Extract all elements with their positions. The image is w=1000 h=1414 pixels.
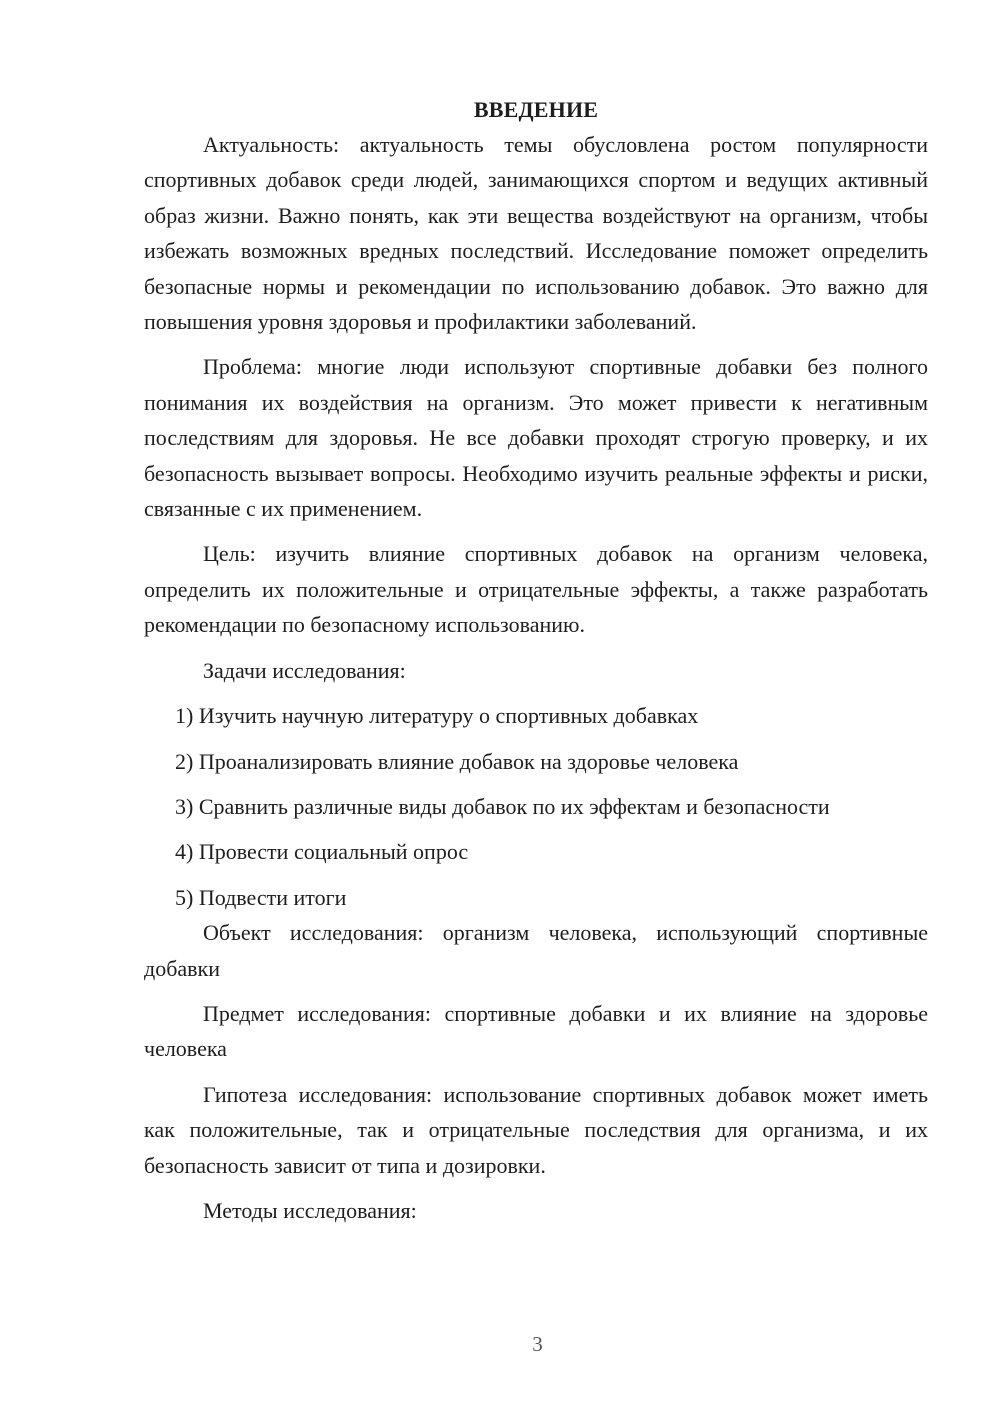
tasks-heading: Задачи исследования: <box>203 657 406 683</box>
methods-heading: Методы исследования: <box>203 1197 417 1223</box>
paragraph-object: Объект исследования: организм человека, использующий спортивные добавки <box>144 920 928 981</box>
tasks-list <box>144 698 928 915</box>
list-item: 3) Сравнить различные виды добавок по их эффектам и безопасности <box>175 793 830 819</box>
paragraph-subject: Предмет исследования: спортивные добавки и их влияние на здоровье человека <box>144 1000 928 1062</box>
list-item: 2) Проанализировать влияние добавок на здоровье человека <box>175 748 739 774</box>
list-item: 5) Подвести итоги <box>175 884 347 910</box>
page-number: 3 <box>532 1332 543 1356</box>
paragraph-hypothesis: Гипотеза исследования: использование спортивных добавок может иметь как положительные, так и отрицательные последствия для организма, и их безопасность зависит от типа и дозировки. <box>144 1081 928 1178</box>
paragraph-relevance: Актуальность: актуальность темы обусловлена ростом популярности спортивных добавок среди людей, занимающихся спортом и ведущих активный образ жизни. Важно понять, как эти вещества воздействуют на организм, чтобы избежать возможных вредных последствий. Исследование поможет определить безопасные нормы и рекомендации по использованию добавок. Это важно для повышения уровня здоровья и профилактики заболеваний. <box>144 132 928 335</box>
list-item: 1) Изучить научную литературу о спортивных добавках <box>175 703 699 729</box>
paragraph-problem: Проблема: многие люди используют спортивные добавки без полного понимания их воздействия на организм. Это может привести к негативным последствиям для здоровья. Не все добавки проходят строгую проверку, и их безопасность вызывает вопросы. Необходимо изучить реальные эффекты и риски, связанные с их применением. <box>144 354 928 522</box>
list-item: 4) Провести социальный опрос <box>175 839 469 865</box>
section-title: ВВЕДЕНИЕ <box>473 97 599 122</box>
paragraph-goal: Цель: изучить влияние спортивных добавок на организм человека, определить их положительные и отрицательные эффекты, а также разработать рекомендации по безопасному использованию. <box>144 541 928 638</box>
page-content <box>144 92 928 1238</box>
